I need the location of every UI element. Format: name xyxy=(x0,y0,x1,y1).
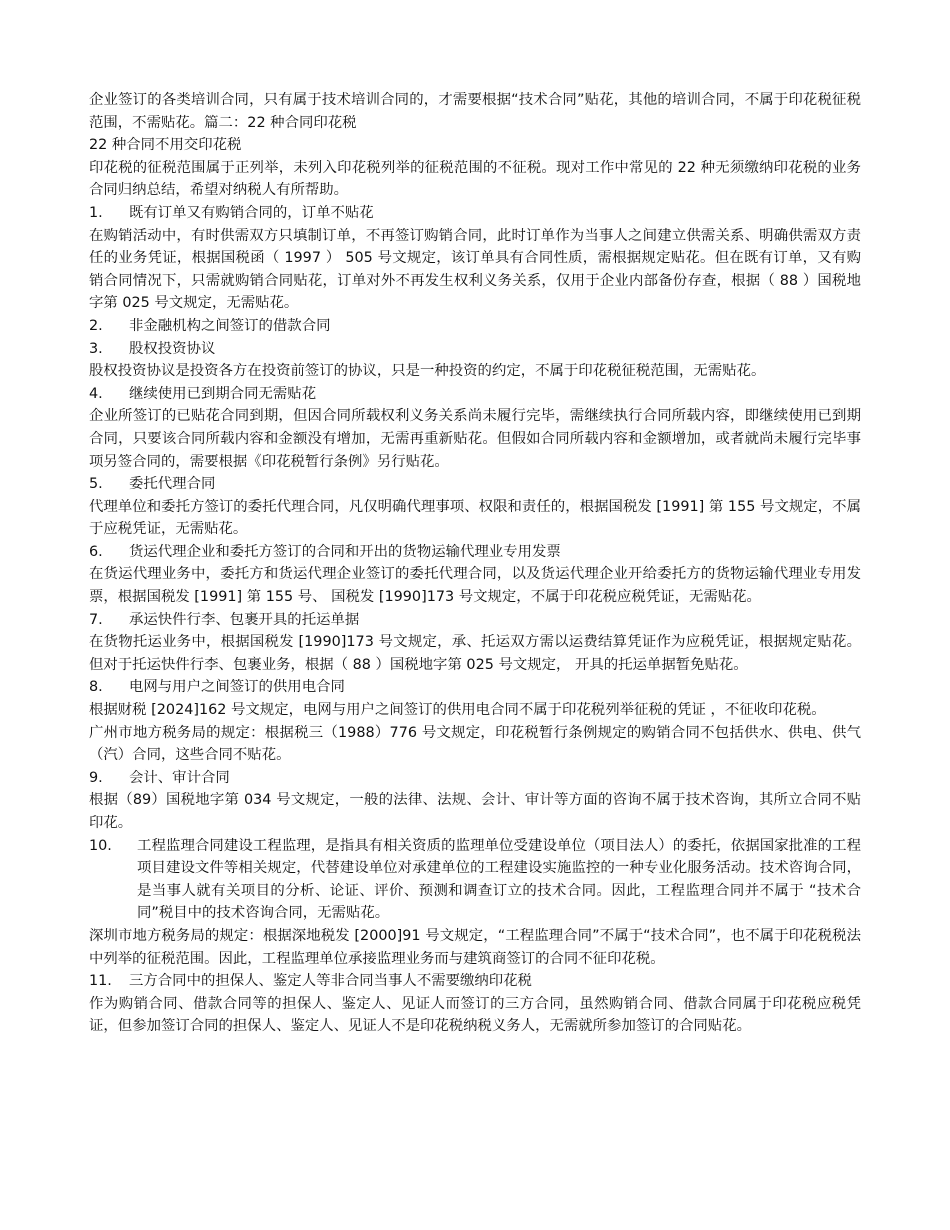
heading-item-4 xyxy=(89,383,861,406)
item-number: 4. xyxy=(89,385,103,402)
document-page xyxy=(89,89,861,1038)
heading-item-8 xyxy=(89,676,861,699)
item-number: 11. xyxy=(89,973,112,990)
heading-item-10 xyxy=(89,835,861,925)
item-heading: 电网与用户之间签订的供用电合同 xyxy=(129,679,345,696)
paragraph: 在货物托运业务中，根据国税发 [1990]173 号文规定，承、托运双方需以运费结算凭证作为应税凭证，根据规定贴花。但对于托运快件行李、包裹业务，根据（ 88 ）国税地字第 025 号文规定， 开具的托运单据暂免贴花。 xyxy=(89,634,861,673)
item-number: 1. xyxy=(89,204,103,221)
item-heading: 非金融机构之间签订的借款合同 xyxy=(129,317,331,334)
paragraph: 根据财税 [2024]162 号文规定，电网与用户之间签订的供用电合同不属于印花税列举征税的凭证 ，不征收印花税。 xyxy=(89,702,826,719)
item-heading: 既有订单又有购销合同的，订单不贴花 xyxy=(129,204,374,221)
heading-item-5 xyxy=(89,473,861,496)
heading-item-9 xyxy=(89,767,861,790)
item-number: 6. xyxy=(89,543,103,560)
paragraph: 印花税的征税范围属于正列举，未列入印花税列举的征税范围的不征税。现对工作中常见的 22 种无须缴纳印花税的业务合同归纳总结，希望对纳税人有所帮助。 xyxy=(89,159,861,199)
paragraph: 深圳市地方税务局的规定：根据深地税发 [2000]91 号文规定，“工程监理合同”不属于“技术合同”，也不属于印花税税法中列举的征税范围。因此，工程监理单位承接监理业务而与建筑商签订的合同不征印花税。 xyxy=(89,927,861,967)
paragraph: 在货运代理业务中，委托方和货运代理企业签订的委托代理合同，以及货运代理企业开给委托方的货物运输代理业专用发票，根据国税发 [1991] 第 155 号、 国税发 [1990]173 号文规定，不属于印花税应税凭证，无需贴花。 xyxy=(89,566,861,606)
heading-item-1 xyxy=(89,202,861,225)
item-heading: 工程监理合同建设工程监理，是指具有相关资质的监理单位受建设单位（项目法人）的委托，依据国家批准的工程项目建设文件等相关规定，代替建设单位对承建单位的工程建设实施监控的一种专业化服务活动。技术咨询合同，是当事人就有关项目的分析、论证、评价、预测和调查订立的技术合同。因此，工程监理合同并不属于 “技术合同”税目中的技术咨询合同，无需贴花。 xyxy=(137,837,861,922)
item-heading: 继续使用已到期合同无需贴花 xyxy=(129,385,317,402)
item-heading: 货运代理企业和委托方签订的合同和开出的货物运输代理业专用发票 xyxy=(129,543,561,560)
item-heading: 委托代理合同 xyxy=(129,476,216,493)
heading-item-3 xyxy=(89,338,861,361)
item-heading: 三方合同中的担保人、鉴定人等非合同当事人不需要缴纳印花税 xyxy=(129,973,532,990)
paragraph: 广州市地方税务局的规定：根据税三（1988）776 号文规定，印花税暂行条例规定的购销合同不包括供水、供电、供气（汽）合同，这些合同不贴花。 xyxy=(89,724,861,764)
item-number: 9. xyxy=(89,769,103,786)
paragraph: 根据（89）国税地字第 034 号文规定，一般的法律、法规、会计、审计等方面的咨询不属于技术咨询，其所立合同不贴印花。 xyxy=(89,792,861,831)
paragraph: 在购销活动中，有时供需双方只填制订单，不再签订购销合同，此时订单作为当事人之间建立供需关系、明确供需双方责任的业务凭证，根据国税函（ 1997 ） 505 号文规定，该订单具有合同性质，需根据规定贴花。但在既有订单，又有购销合同情况下，只需就购销合同贴花，订单对外不再发生权利义务关系，仅用于企业内部备份存查，根据（ 88 ）国税地字第 025 号文规定，无需贴花。 xyxy=(89,227,861,312)
item-number: 7. xyxy=(89,611,103,628)
heading-item-6 xyxy=(89,541,861,564)
heading-item-7 xyxy=(89,609,861,632)
item-number: 10. xyxy=(89,837,112,854)
paragraph: 企业所签订的已贴花合同到期，但因合同所载权利义务关系尚未履行完毕，需继续执行合同所载内容，即继续使用已到期合同，只要该合同所载内容和金额没有增加，无需再重新贴花。但假如合同所载内容和金额增加，或者就尚未履行完毕事项另签合同的，需要根据《印花税暂行条例》另行贴花。 xyxy=(89,408,861,470)
item-number: 3. xyxy=(89,340,103,357)
heading-item-2 xyxy=(89,315,861,338)
paragraph: 作为购销合同、借款合同等的担保人、鉴定人、见证人而签订的三方合同，虽然购销合同、借款合同属于印花税应税凭证，但参加签订合同的担保人、鉴定人、见证人不是印花税纳税义务人，无需就所参加签订的合同贴花。 xyxy=(89,995,861,1035)
item-number: 2. xyxy=(89,317,103,334)
paragraph: 代理单位和委托方签订的委托代理合同，凡仅明确代理事项、权限和责任的，根据国税发 [1991] 第 155 号文规定，不属于应税凭证，无需贴花。 xyxy=(89,498,861,538)
item-number: 5. xyxy=(89,476,103,493)
item-heading: 承运快件行李、包裹开具的托运单据 xyxy=(129,611,360,628)
item-heading: 股权投资协议 xyxy=(129,340,216,357)
section-title: 22 种合同不用交印花税 xyxy=(89,137,242,154)
paragraph: 企业签订的各类培训合同，只有属于技术培训合同的，才需要根据“技术合同”贴花，其他的培训合同，不属于印花税征税范围，不需贴花。篇二：22 种合同印花税 xyxy=(89,92,861,131)
heading-item-11 xyxy=(89,970,861,993)
item-number: 8. xyxy=(89,679,103,696)
item-heading: 会计、审计合同 xyxy=(129,769,230,786)
paragraph: 股权投资协议是投资各方在投资前签订的协议，只是一种投资的约定，不属于印花税征税范围，无需贴花。 xyxy=(89,363,766,380)
